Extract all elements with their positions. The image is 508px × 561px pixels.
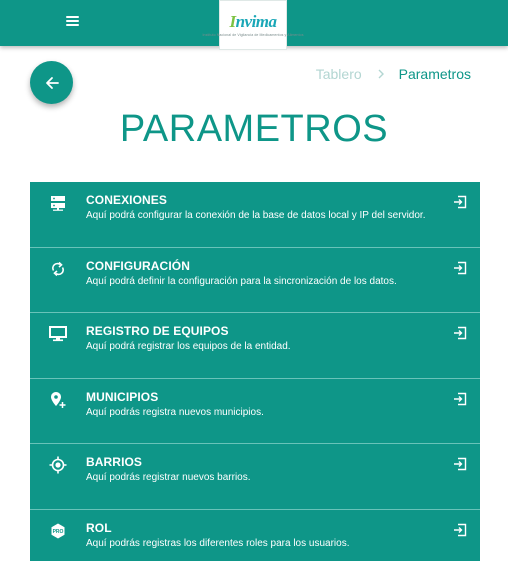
logo-wordmark: Invima	[229, 12, 277, 31]
parameter-item-description: Aquí podrás registras los diferentes roles para los usuarios.	[86, 537, 350, 549]
chevron-right-icon	[377, 69, 385, 79]
gps-target-icon	[48, 455, 68, 475]
arrow-left-icon	[45, 76, 59, 90]
logo-tagline: Instituto Nacional de Vigilancia de Medicamentos y Alimentos	[202, 33, 304, 37]
parameters-list	[30, 182, 480, 561]
svg-text:PRO: PRO	[52, 528, 64, 535]
parameter-item-title: BARRIOS	[86, 455, 143, 469]
parameter-item-rol[interactable]	[30, 510, 480, 561]
parameter-item-barrios[interactable]	[30, 444, 480, 510]
parameter-item-description: Aquí podrás registrar nuevos barrios.	[86, 472, 251, 483]
parameter-item-conexiones[interactable]	[30, 182, 480, 248]
enter-icon[interactable]	[453, 326, 467, 340]
breadcrumb-current: Parametros	[398, 66, 471, 82]
parameter-item-title: CONEXIONES	[86, 193, 168, 207]
parameter-item-description: Aquí podrá configurar la conexión de la base de datos local y IP del servidor.	[86, 210, 426, 221]
enter-icon[interactable]	[453, 392, 467, 406]
parameter-item-description: Aquí podrás registra nuevos municipios.	[86, 406, 264, 418]
hamburger-menu-icon[interactable]	[64, 14, 82, 28]
enter-icon[interactable]	[453, 261, 467, 275]
parameter-item-title: CONFIGURACIÓN	[86, 258, 190, 273]
back-button[interactable]	[30, 61, 73, 104]
monitor-icon	[48, 324, 68, 344]
top-app-bar	[0, 0, 508, 46]
enter-icon[interactable]	[453, 195, 467, 209]
enter-icon[interactable]	[453, 523, 467, 537]
parameter-item-municipios[interactable]	[30, 379, 480, 445]
parameter-item-configuracion[interactable]	[30, 248, 480, 314]
server-icon	[48, 193, 68, 213]
parameter-item-registro-equipos[interactable]	[30, 313, 480, 379]
page-title: PARAMETROS	[119, 108, 389, 150]
enter-icon[interactable]	[453, 457, 467, 471]
parameter-item-title: REGISTRO DE EQUIPOS	[86, 324, 229, 338]
add-location-icon	[48, 390, 68, 410]
breadcrumb-tablero-link[interactable]: Tablero	[315, 66, 362, 82]
pro-badge-icon	[48, 521, 68, 541]
invima-logo[interactable]	[202, 0, 304, 50]
parameter-item-description: Aquí podrá registrar los equipos de la entidad.	[86, 341, 291, 352]
parameter-item-description: Aquí podrá definir la configuración para la sincronización de los datos.	[86, 275, 397, 287]
sync-icon	[48, 259, 68, 279]
breadcrumb	[316, 65, 471, 83]
parameter-item-title: ROL	[86, 520, 112, 535]
parameter-item-title: MUNICIPIOS	[86, 389, 159, 404]
